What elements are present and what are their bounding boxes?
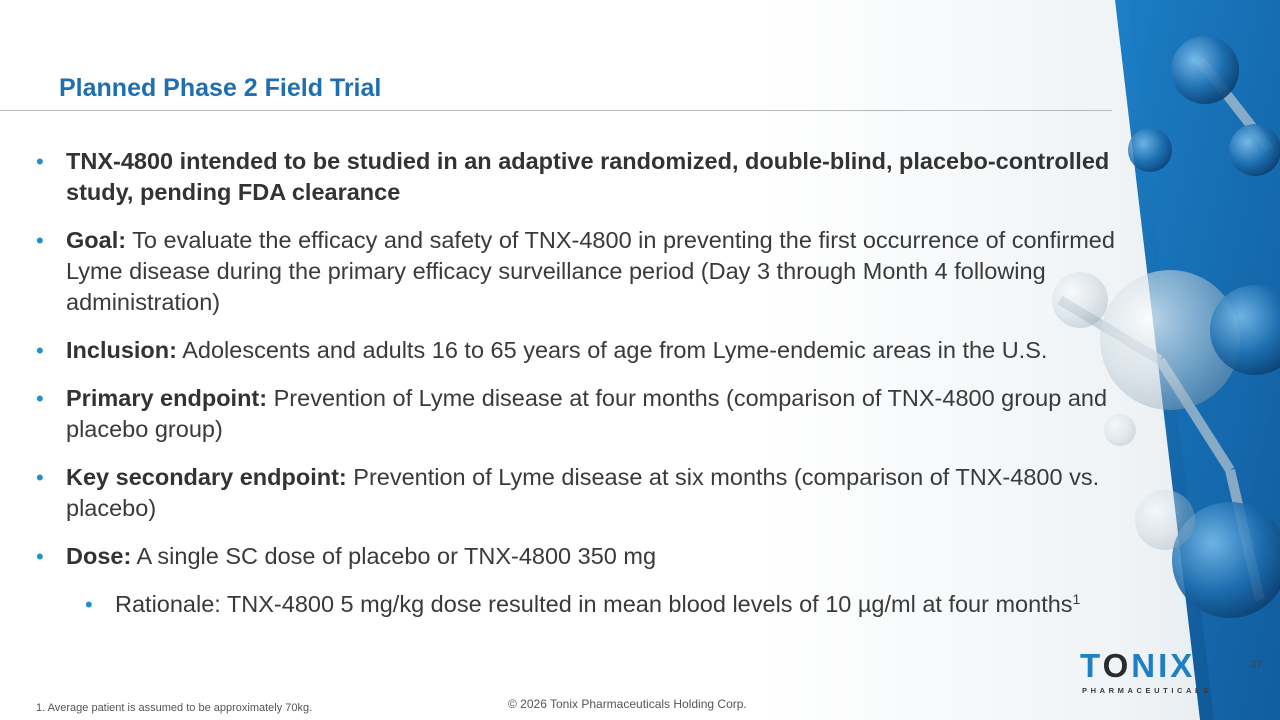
bullet-secondary-endpoint <box>36 462 1126 524</box>
bullet-text: Prevention of Lyme disease at six months (comparison of TNX-4800 vs. placebo) <box>66 464 1100 521</box>
logo-wordmark <box>1080 648 1195 684</box>
page-number: 37 <box>1250 659 1263 671</box>
bullet-list <box>36 146 1126 637</box>
sub-bullet-text: Rationale: TNX-4800 5 mg/kg dose resulted in mean blood levels of 10 µg/ml at four months <box>115 591 1073 617</box>
bullet-inclusion <box>36 335 1126 366</box>
bullet-primary-endpoint <box>36 383 1126 445</box>
footnote-marker: 1 <box>1072 591 1081 607</box>
logo-letters-nix: NIX <box>1131 647 1196 684</box>
logo-subtitle: PHARMACEUTICALS <box>1082 686 1212 695</box>
bullet-text: A single SC dose of placebo or TNX-4800 350 mg <box>131 543 657 569</box>
bullet-dose <box>36 541 1126 572</box>
bullet-study-design <box>36 146 1126 208</box>
bullet-bold: Primary endpoint: <box>66 385 268 411</box>
bullet-bold: Inclusion: <box>66 337 177 363</box>
title-divider <box>0 110 1112 111</box>
footnote: 1. Average patient is assumed to be approximately 70kg. <box>36 702 313 714</box>
tonix-logo <box>1080 647 1212 696</box>
bullet-bold: Goal: <box>66 227 127 253</box>
logo-letter-t: T <box>1080 647 1103 684</box>
bullet-text: Prevention of Lyme disease at four months (comparison of TNX-4800 group and placebo group) <box>66 385 1108 442</box>
bullet-text: To evaluate the efficacy and safety of TNX-4800 in preventing the first occurrence of confirmed Lyme disease during the primary efficacy surveillance period (Day 3 through Month 4 following administration) <box>66 227 1115 315</box>
bullet-goal <box>36 225 1126 318</box>
logo-letter-o: O <box>1102 647 1132 684</box>
bullet-bold: Key secondary endpoint: <box>66 464 347 490</box>
bullet-text: Adolescents and adults 16 to 65 years of age from Lyme-endemic areas in the U.S. <box>176 337 1048 363</box>
slide-title: Planned Phase 2 Field Trial <box>59 74 382 102</box>
bullet-bold: Dose: <box>66 543 132 569</box>
copyright: © 2026 Tonix Pharmaceuticals Holding Corp. <box>508 697 747 711</box>
bullet-bold: TNX-4800 intended to be studied in an adaptive randomized, double-blind, placebo-controlled study, pending FDA clearance <box>66 148 1110 205</box>
sub-bullet-rationale <box>85 589 1126 620</box>
